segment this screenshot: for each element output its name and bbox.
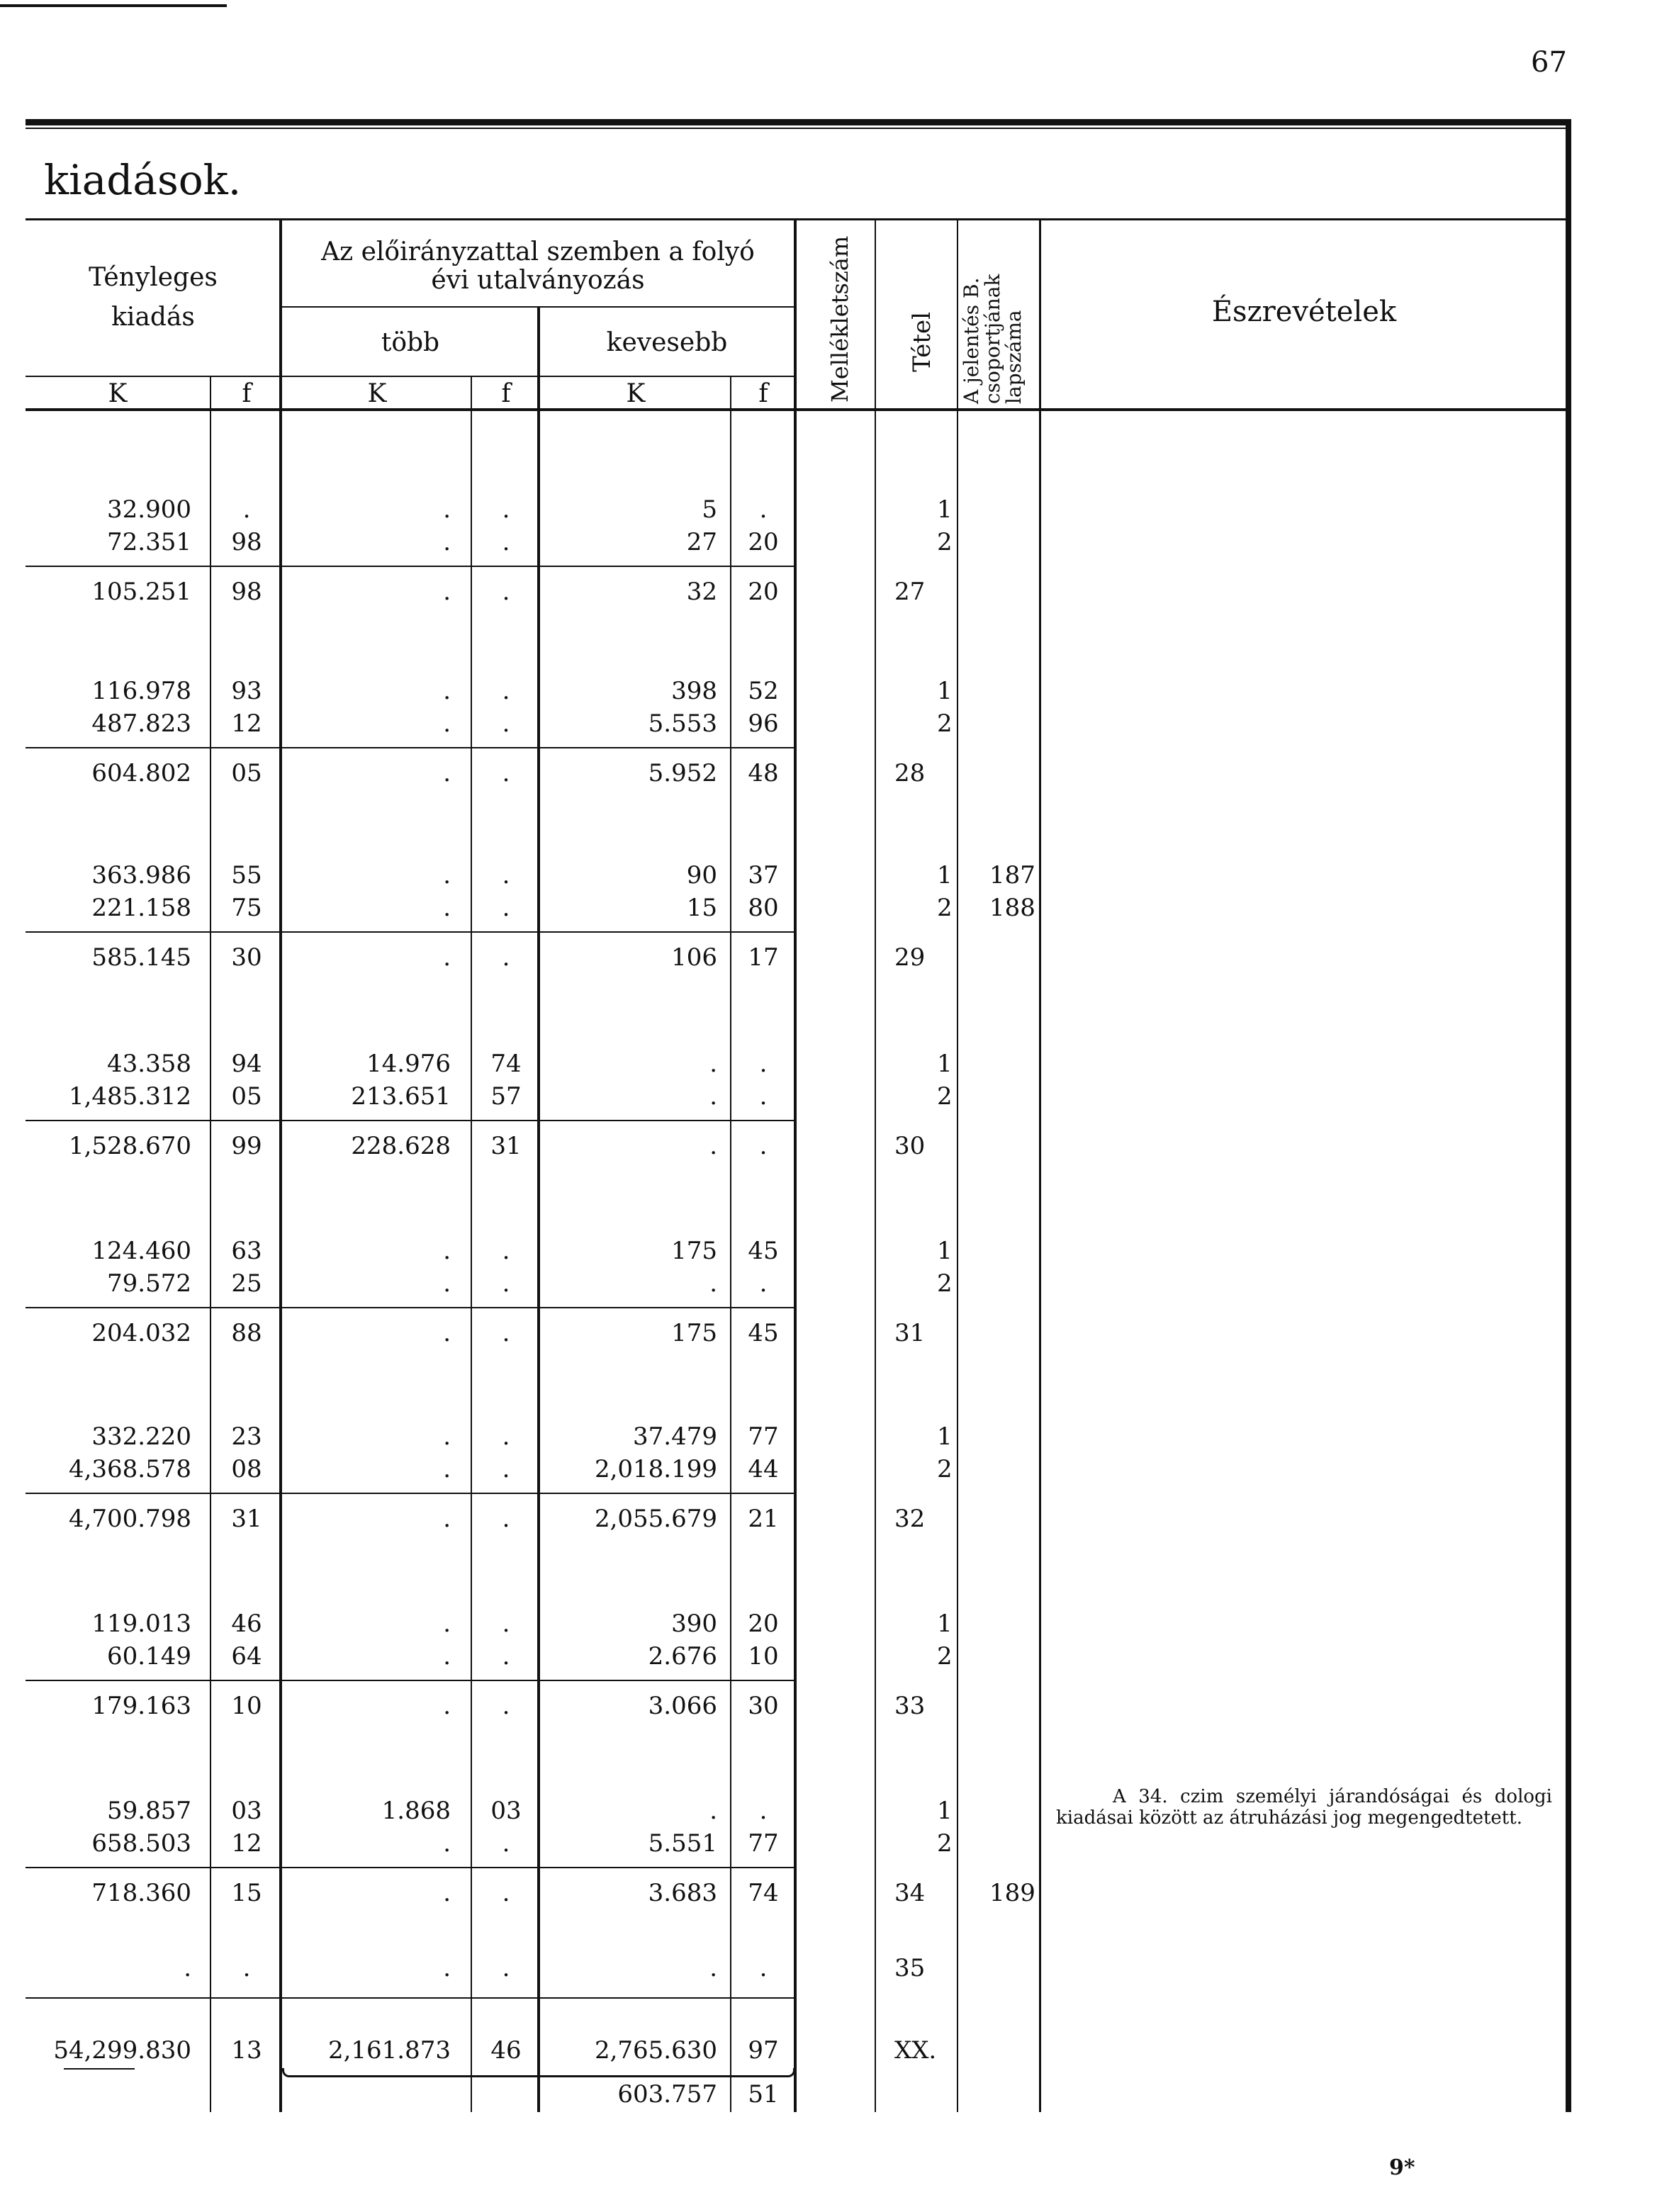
total-less-k: 32 — [686, 578, 717, 606]
header-f-actual: f — [242, 379, 252, 408]
row-more-f: . — [502, 1269, 510, 1298]
header-k-more: K — [367, 379, 387, 408]
total-actual-k: 1,528.670 — [68, 1132, 191, 1160]
row-report-page: 188 — [989, 894, 1035, 922]
header-k-less: K — [626, 379, 646, 408]
total-more-k: . — [443, 1879, 451, 1907]
row-more-k: . — [443, 861, 451, 889]
row-less-k: 90 — [686, 861, 717, 889]
total-less-f: 74 — [748, 1879, 779, 1907]
total-less-f: 20 — [748, 578, 779, 606]
row-more-k: . — [443, 1455, 451, 1483]
row-more-k: . — [443, 1237, 451, 1265]
row-less-f: 96 — [748, 709, 779, 738]
header-actual-line1: Tényleges — [89, 263, 218, 292]
row-actual-f: 55 — [231, 861, 262, 889]
row-actual-f: 05 — [231, 1082, 262, 1111]
row-item-number: 1 — [937, 495, 953, 524]
row-actual-k: 119.013 — [91, 1610, 191, 1638]
row-item-number: 2 — [937, 1455, 953, 1483]
row-less-f: . — [759, 1797, 768, 1825]
row-more-f: . — [502, 495, 510, 524]
row-more-k: . — [443, 1829, 451, 1858]
total-more-f: . — [502, 1879, 510, 1907]
row-less-f: 77 — [748, 1422, 779, 1451]
header-thick-rule — [26, 119, 1571, 125]
col-rule-item-left — [875, 218, 876, 2112]
total-less-k: 106 — [671, 943, 717, 972]
row-actual-k: 116.978 — [91, 677, 191, 705]
total-less-k: 3.683 — [648, 1879, 717, 1907]
total-chapter-number: 32 — [894, 1505, 926, 1533]
row-less-k: 2.676 — [648, 1642, 717, 1671]
row-actual-f: 63 — [231, 1237, 262, 1265]
total-less-k: 175 — [671, 1319, 717, 1347]
total-actual-k: 585.145 — [91, 943, 191, 972]
header-f-less: f — [758, 379, 768, 408]
row-more-f: . — [502, 709, 510, 738]
total-more-f: . — [502, 943, 510, 972]
row-actual-f: 12 — [231, 709, 262, 738]
grand-total-less-k: 2,765.630 — [594, 2036, 717, 2065]
row-actual-k: 4,368.578 — [68, 1455, 191, 1483]
row-more-f: . — [502, 894, 510, 922]
row-actual-f: 75 — [231, 894, 262, 922]
row-less-f: . — [759, 1082, 768, 1111]
row35-more-f: . — [502, 1954, 510, 1982]
footer-signature-mark: 9* — [1389, 2155, 1415, 2180]
row-more-k: . — [443, 894, 451, 922]
total-more-k: 228.628 — [351, 1132, 451, 1160]
row-actual-k: 658.503 — [91, 1829, 191, 1858]
total-less-f: 30 — [748, 1692, 779, 1720]
col-rule-report-left — [957, 218, 958, 2112]
row35-less-k: . — [709, 1954, 717, 1982]
total-actual-f: 05 — [231, 759, 262, 787]
group-subtotal-rule — [26, 1493, 794, 1494]
row-more-f: . — [502, 1422, 510, 1451]
row-more-k: . — [443, 677, 451, 705]
col-rule-remarks-left — [1039, 218, 1041, 2112]
row-less-f: 80 — [748, 894, 779, 922]
row-actual-k: 1,485.312 — [68, 1082, 191, 1111]
total-less-f: 17 — [748, 943, 779, 972]
total-actual-k: 604.802 — [91, 759, 191, 787]
row-less-f: 52 — [748, 677, 779, 705]
row-more-k: . — [443, 1642, 451, 1671]
row-less-f: 77 — [748, 1829, 779, 1858]
header-k-actual: K — [108, 379, 128, 408]
row-less-f: 37 — [748, 861, 779, 889]
row-actual-k: 72.351 — [107, 528, 191, 556]
group-subtotal-rule — [26, 1680, 794, 1681]
grand-total-rule — [26, 1997, 794, 1999]
total-actual-k: 105.251 — [91, 578, 191, 606]
row35-less-f: . — [759, 1954, 768, 1982]
header-thin-rule — [26, 128, 1571, 129]
row-actual-f: 94 — [231, 1050, 262, 1078]
group-subtotal-rule — [26, 1120, 794, 1121]
difference-k: 603.757 — [617, 2080, 717, 2109]
total-less-f: 21 — [748, 1505, 779, 1533]
row-less-f: . — [759, 1269, 768, 1298]
row35-number: 35 — [894, 1954, 926, 1982]
row-less-f: 20 — [748, 528, 779, 556]
total-chapter-number: 28 — [894, 759, 926, 787]
row35-actual-f: . — [242, 1954, 251, 1982]
total-more-k: . — [443, 1319, 451, 1347]
row-actual-k: 32.900 — [107, 495, 191, 524]
row-actual-f: 98 — [231, 528, 262, 556]
row-more-k: 213.651 — [351, 1082, 451, 1111]
total-more-k: . — [443, 759, 451, 787]
row-item-number: 2 — [937, 709, 953, 738]
row-less-k: 5.553 — [648, 709, 717, 738]
page-title: kiadások. — [44, 156, 242, 204]
row-less-f: 44 — [748, 1455, 779, 1483]
total-chapter-number: 34 — [894, 1879, 926, 1907]
row-more-f: . — [502, 1237, 510, 1265]
row-less-f: 45 — [748, 1237, 779, 1265]
row-item-number: 2 — [937, 528, 953, 556]
row-more-f: 74 — [490, 1050, 522, 1078]
page-number: 67 — [1531, 46, 1567, 79]
row-actual-f: 64 — [231, 1642, 262, 1671]
total-chapter-number: 27 — [894, 578, 926, 606]
row-actual-f: 25 — [231, 1269, 262, 1298]
row-more-f: . — [502, 677, 510, 705]
total-actual-f: 30 — [231, 943, 262, 972]
row-item-number: 2 — [937, 1082, 953, 1111]
group-subtotal-rule — [26, 1307, 794, 1308]
total-less-f: 48 — [748, 759, 779, 787]
row-item-number: 2 — [937, 894, 953, 922]
group-subtotal-rule — [26, 747, 794, 748]
header-actual-line2: kiadás — [111, 303, 195, 332]
group-subtotal-rule — [26, 566, 794, 567]
row-more-k: . — [443, 1422, 451, 1451]
row-report-page: 187 — [989, 861, 1035, 889]
header-less: kevesebb — [606, 328, 728, 357]
row-item-number: 1 — [937, 1610, 953, 1638]
header-f-more: f — [501, 379, 511, 408]
col-rule-actual-f — [210, 376, 211, 2112]
row-less-k: 37.479 — [633, 1422, 717, 1451]
col-rule-less-f — [730, 376, 731, 2112]
row-less-k: . — [709, 1797, 717, 1825]
total-less-k: . — [709, 1132, 717, 1160]
group-subtotal-rule — [26, 931, 794, 933]
total-more-k: . — [443, 578, 451, 606]
row-more-f: . — [502, 1829, 510, 1858]
row-more-f: . — [502, 1642, 510, 1671]
row-item-number: 1 — [937, 677, 953, 705]
row-actual-f: 03 — [231, 1797, 262, 1825]
total-actual-k: 204.032 — [91, 1319, 191, 1347]
total-actual-f: 10 — [231, 1692, 262, 1720]
row-less-k: 5 — [702, 495, 717, 524]
total-actual-k: 718.360 — [91, 1879, 191, 1907]
total-less-k: 3.066 — [648, 1692, 717, 1720]
col-rule-appendix-left — [794, 218, 797, 2112]
total-more-f: . — [502, 1319, 510, 1347]
row-more-k: . — [443, 528, 451, 556]
row-actual-f: 93 — [231, 677, 262, 705]
row-less-k: 5.551 — [648, 1829, 717, 1858]
row-less-k: 175 — [671, 1237, 717, 1265]
row-item-number: 1 — [937, 861, 953, 889]
row-less-k: 27 — [686, 528, 717, 556]
row-item-number: 2 — [937, 1642, 953, 1671]
row35-actual-k: . — [184, 1954, 191, 1982]
row-less-k: 2,018.199 — [594, 1455, 717, 1483]
row-more-k: . — [443, 709, 451, 738]
header-compare-line1: Az előirányzattal szemben a folyó — [321, 237, 755, 266]
total-actual-f: 31 — [231, 1505, 262, 1533]
kf-header-rule — [26, 376, 794, 377]
row-more-k: 1.868 — [381, 1797, 451, 1825]
row-less-k: 15 — [686, 894, 717, 922]
header-compare-line2: évi utalványozás — [431, 266, 645, 295]
total-more-f: 31 — [490, 1132, 522, 1160]
total-more-f: . — [502, 1505, 510, 1533]
row-less-k: . — [709, 1269, 717, 1298]
row-less-f: 20 — [748, 1610, 779, 1638]
row-actual-f: 46 — [231, 1610, 262, 1638]
total-chapter-number: 33 — [894, 1692, 926, 1720]
row-less-f: . — [759, 1050, 768, 1078]
grand-total-underline-actual — [64, 2068, 135, 2070]
row-more-k: . — [443, 495, 451, 524]
total-chapter-number: 29 — [894, 943, 926, 972]
row-more-k: . — [443, 1269, 451, 1298]
row-more-f: 03 — [490, 1797, 522, 1825]
header-appendix: Mellékletszám — [826, 235, 853, 403]
col-rule-more-f — [471, 376, 472, 2112]
row-more-k: . — [443, 1610, 451, 1638]
row-actual-k: 221.158 — [91, 894, 191, 922]
row-actual-f: . — [242, 495, 251, 524]
row-item-number: 1 — [937, 1237, 953, 1265]
total-less-f: . — [759, 1132, 768, 1160]
total-report-page: 189 — [989, 1879, 1035, 1907]
grand-total-more-k: 2,161.873 — [327, 2036, 451, 2065]
total-more-k: . — [443, 943, 451, 972]
total-actual-k: 4,700.798 — [68, 1505, 191, 1533]
grand-total-roman: XX. — [894, 2036, 937, 2065]
difference-f: 51 — [748, 2080, 779, 2109]
total-actual-f: 15 — [231, 1879, 262, 1907]
header-report-line1: A jelentés B. — [960, 277, 983, 404]
header-report-line2: csoportjának — [981, 274, 1004, 404]
row-actual-f: 12 — [231, 1829, 262, 1858]
total-actual-k: 179.163 — [91, 1692, 191, 1720]
row-actual-k: 43.358 — [107, 1050, 191, 1078]
grand-total-actual-k: 54,299.830 — [53, 2036, 191, 2065]
row-less-f: 10 — [748, 1642, 779, 1671]
row-item-number: 2 — [937, 1269, 953, 1298]
grand-total-more-f: 46 — [490, 2036, 522, 2065]
total-actual-f: 99 — [231, 1132, 262, 1160]
row-actual-f: 23 — [231, 1422, 262, 1451]
row-less-k: 398 — [671, 677, 717, 705]
header-more: több — [381, 328, 440, 357]
frame-right-border — [1566, 119, 1571, 2112]
row-item-number: 1 — [937, 1050, 953, 1078]
header-item: Tétel — [908, 312, 936, 372]
remark-item-34: A 34. czim személyi járandóságai és dologi kiadásai között az átruházási jog megengedtetett. — [1056, 1786, 1552, 1829]
difference-brace — [282, 2068, 795, 2077]
row-actual-k: 59.857 — [107, 1797, 191, 1825]
total-chapter-number: 31 — [894, 1319, 926, 1347]
grand-total-actual-f: 13 — [231, 2036, 262, 2065]
total-more-f: . — [502, 759, 510, 787]
row-item-number: 1 — [937, 1797, 953, 1825]
row-actual-k: 124.460 — [91, 1237, 191, 1265]
grand-total-less-f: 97 — [748, 2036, 779, 2065]
total-more-k: . — [443, 1505, 451, 1533]
row35-more-k: . — [443, 1954, 451, 1982]
top-short-rule — [0, 4, 227, 7]
total-more-f: . — [502, 578, 510, 606]
header-report-line3: lapszáma — [1002, 310, 1026, 404]
total-less-k: 2,055.679 — [594, 1505, 717, 1533]
row-less-k: . — [709, 1082, 717, 1111]
row-item-number: 2 — [937, 1829, 953, 1858]
total-less-f: 45 — [748, 1319, 779, 1347]
total-more-f: . — [502, 1692, 510, 1720]
total-more-k: . — [443, 1692, 451, 1720]
total-actual-f: 88 — [231, 1319, 262, 1347]
row-more-f: . — [502, 528, 510, 556]
row-actual-k: 332.220 — [91, 1422, 191, 1451]
total-less-k: 5.952 — [648, 759, 717, 787]
row-more-f: 57 — [490, 1082, 522, 1111]
row-more-f: . — [502, 1455, 510, 1483]
row-more-f: . — [502, 861, 510, 889]
row-less-k: . — [709, 1050, 717, 1078]
row-actual-k: 60.149 — [107, 1642, 191, 1671]
row-actual-f: 08 — [231, 1455, 262, 1483]
group-subtotal-rule — [26, 1867, 794, 1868]
total-actual-f: 98 — [231, 578, 262, 606]
row-more-f: . — [502, 1610, 510, 1638]
row-less-k: 390 — [671, 1610, 717, 1638]
row-actual-k: 487.823 — [91, 709, 191, 738]
row-more-k: 14.976 — [366, 1050, 451, 1078]
header-remarks: Észrevételek — [1211, 296, 1397, 328]
row-less-f: . — [759, 495, 768, 524]
total-chapter-number: 30 — [894, 1132, 926, 1160]
row-item-number: 1 — [937, 1422, 953, 1451]
row-actual-k: 363.986 — [91, 861, 191, 889]
row-actual-k: 79.572 — [107, 1269, 191, 1298]
